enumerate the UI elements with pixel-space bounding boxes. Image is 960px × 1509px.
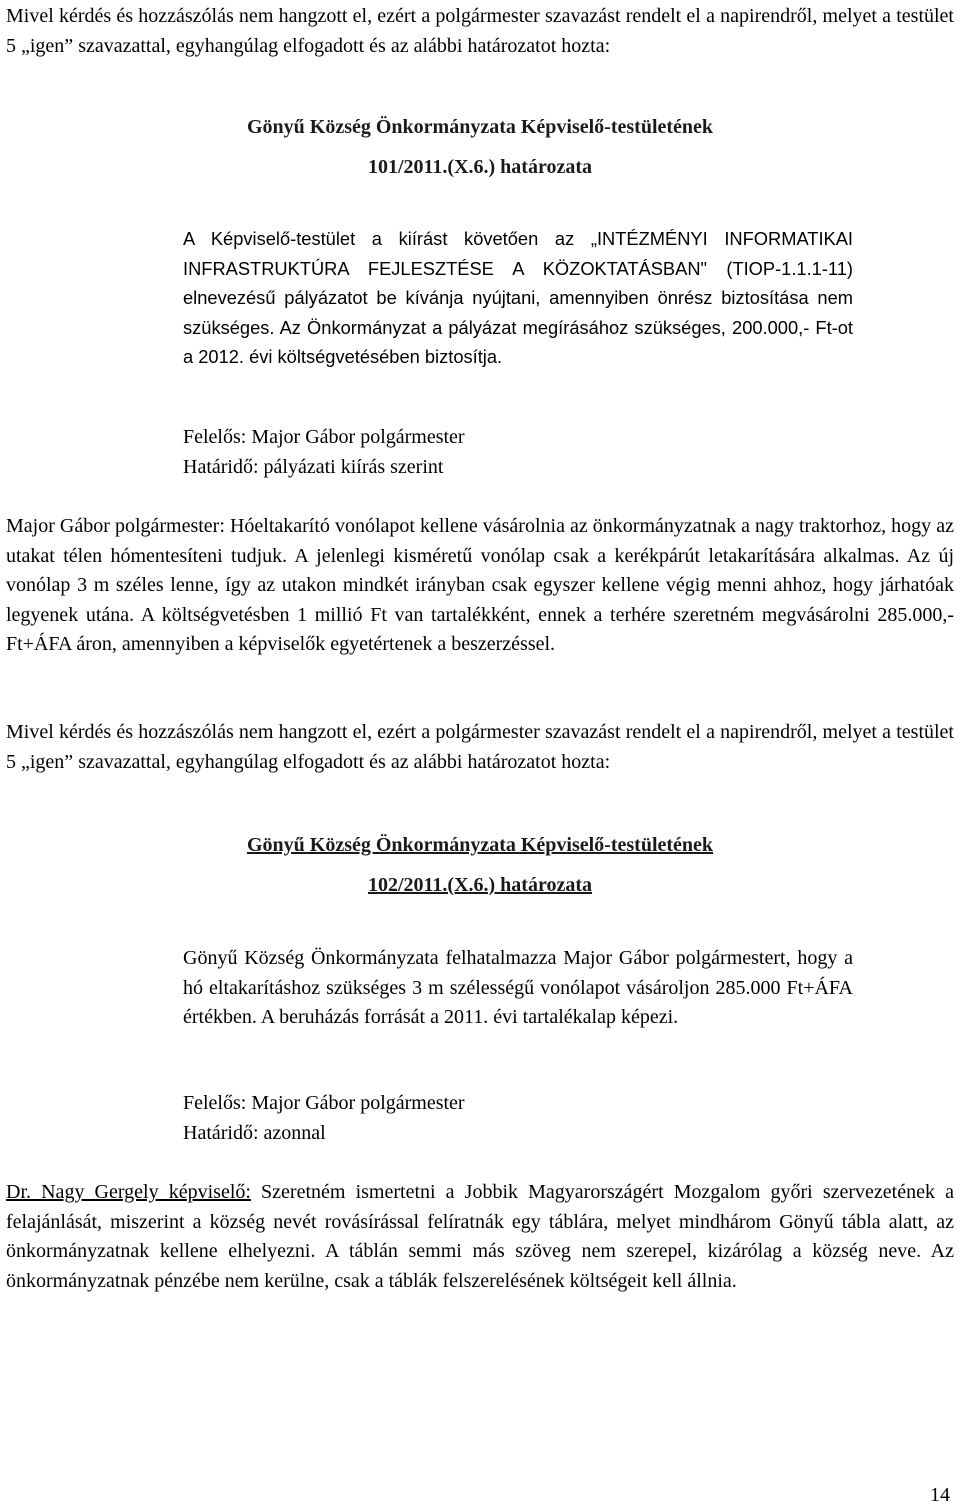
resolution-1-responsible: Felelős: Major Gábor polgármester (183, 426, 465, 448)
resolution-2-body: Gönyű Község Önkormányzata Képviselő-testületének (246, 834, 714, 856)
resolution-1-number: 101/2011.(X.6.) határozata (367, 156, 593, 178)
mayor-statement (6, 512, 954, 660)
representative-statement (6, 1178, 954, 1296)
mayor-speaker: Major Gábor polgármester: (6, 515, 225, 537)
intro-paragraph-2: Mivel kérdés és hozzászólás nem hangzott el, ezért a polgármester szavazást rendelt el a napirendről, melyet a testület 5 „igen” szavazattal, egyhangúlag elfogadott és az alábbi határozatot hozta: (6, 721, 954, 773)
resolution-1-text: A Képviselő-testület a kiírást követően az „INTÉZMÉNYI INFORMATIKAI INFRASTRUKTÚRA FEJLESZTÉSE A KÖZOKTATÁSBAN" (TIOP-1.1.1-11) elnevezésű pályázatot be kívánja nyújtani, amennyiben önrész biztosítása nem szükséges. Az Önkormányzat a pályázat megírásához szükséges, 200.000,- Ft-ot a 2012. évi költségvetésében biztosítja. (183, 228, 853, 367)
resolution-2-text: Gönyű Község Önkormányzata felhatalmazza Major Gábor polgármestert, hogy a hó eltakarításhoz szükséges 3 m szélességű vonólapot vásároljon 285.000 Ft+ÁFA értékben. A beruházás forrását a 2011. évi tartalékalap képezi. (183, 947, 853, 1028)
page-number: 14 (930, 1484, 950, 1506)
intro-paragraph-1: Mivel kérdés és hozzászólás nem hangzott el, ezért a polgármester szavazást rendelt el a napirendről, melyet a testület 5 „igen” szavazattal, egyhangúlag elfogadott és az alábbi határozatot hozta: (6, 5, 954, 57)
resolution-2-deadline: Határidő: azonnal (183, 1122, 326, 1144)
resolution-1-deadline: Határidő: pályázati kiírás szerint (183, 456, 444, 478)
resolution-1-body: Gönyű Község Önkormányzata Képviselő-testületének (246, 116, 714, 138)
representative-statement-text: Szeretném ismertetni a Jobbik Magyarországért Mozgalom győri szervezetének a felajánlását, miszerint a község nevét rovásírással felíratnák egy táblára, melyet mindhárom Gönyű tábla alatt, az önkormányzatnak kellene elhelyezni. A táblán semmi más szöveg nem szerepel, kizárólag a község neve. Az önkormányzatnak pénzébe nem kerülne, csak a táblák felszerelésének költségeit kell állnia. (6, 1181, 954, 1292)
mayor-statement-text: Hóeltakarító vonólapot kellene vásárolnia az önkormányzatnak a nagy traktorhoz, hogy az utakat télen hómentesíteni tudjuk. A jelenlegi kisméretű vonólap csak a kerékpárút letakarítására alkalmas. Az új vonólap 3 m széles lenne, így az utakon mindkét irányban csak egyszer kellene végig menni ahhoz, hogy járhatóak legyenek utána. A költségvetésben 1 millió Ft van tartalékként, ennek a terhére szeretném megvásárolni 285.000,- Ft+ÁFA áron, amennyiben a képviselők egyetértenek a beszerzéssel. (6, 515, 954, 655)
resolution-2-number: 102/2011.(X.6.) határozata (367, 874, 593, 896)
representative-speaker: Dr. Nagy Gergely képviselő: (6, 1181, 251, 1203)
resolution-2-responsible: Felelős: Major Gábor polgármester (183, 1092, 465, 1114)
